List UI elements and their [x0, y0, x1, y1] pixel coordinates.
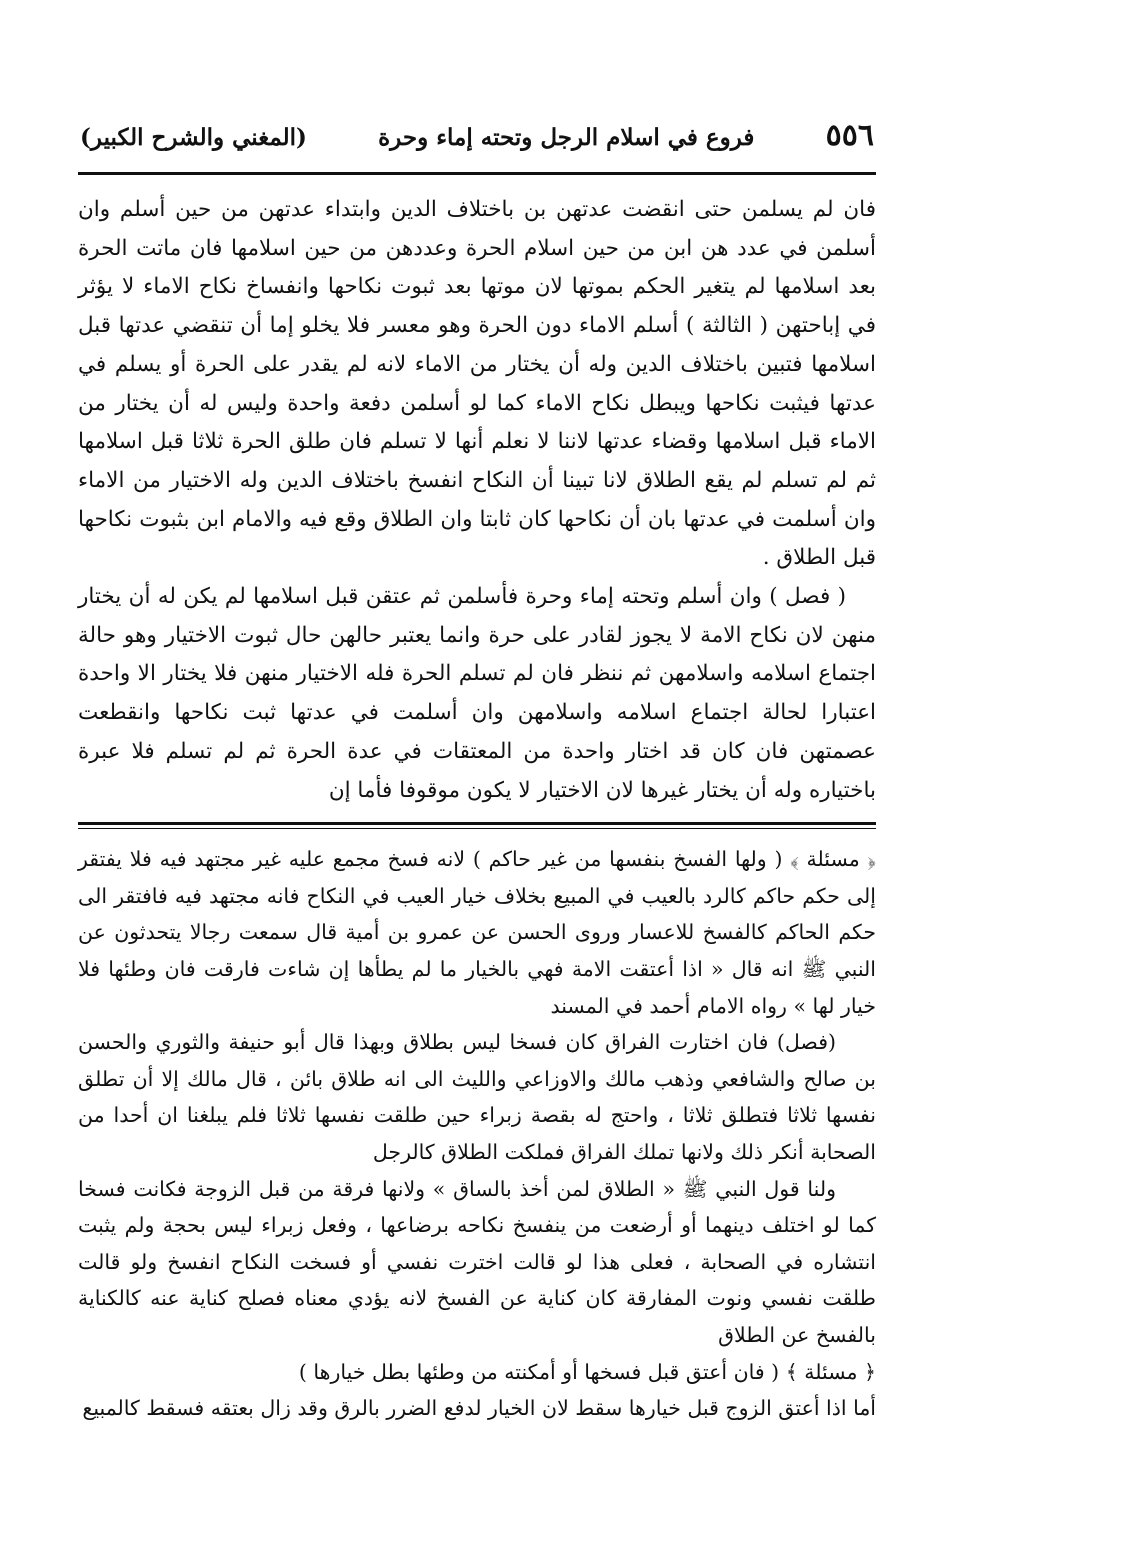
book-page — [78, 118, 876, 1427]
commentary-paragraph: أما اذا أعتق الزوج قبل خيارها سقط لان الخيار لدفع الضرر بالرق وقد زال بعتقه فسقط كالمبيع — [82, 1396, 876, 1421]
commentary-paragraph: ولنا قول النبي ﷺ « الطلاق لمن أخذ بالساق » ولانها فرقة من قبل الزوجة فكانت فسخا كما لو اختلف دينهما أو أرضعت من ينفسخ نكاحه برضاعها ، وفعل زبراء ليس بحجة ولم يثبت انتشاره في الصحابة ، فعلى هذا لو قالت اخترت نفسي أو فسخت النكاح انفسخ ولو قالت طلقت نفسي ونوت المفارقة كان كناية عن الفسخ لانه يؤدي معناه فصلح كناية عنه كالكناية بالفسخ عن الطلاق — [78, 1176, 876, 1347]
main-paragraph: فان لم يسلمن حتى انقضت عدتهن بن باختلاف الدين وابتداء عدتهن من حين أسلم وان أسلمن في عدد هن ابن من حين اسلام الحرة وعددهن من حين اسلامها فان ماتت الحرة بعد اسلامها لم يتغير الحكم بموتها لان موتها بعد ثبوت نكاحها وانفساخ نكاح الاماء لا يؤثر في إباحتهن ( الثالثة ) أسلم الاماء دون الحرة وهو معسر فلا يخلو إما أن تنقضي عدتها قبل اسلامها فتبين باختلاف الدين وله أن يختار من الاماء لانه لم يقدر على الحرة أو يسلم في عدتها فيثبت نكاحها ويبطل نكاح الاماء كما لو أسلمن دفعة واحدة وليس له أن يختار من الاماء قبل اسلامها وقضاء عدتها لاننا لا نعلم أنها لا تسلم فان طلق الحرة ثلاثا قبل اسلامها ثم لم تسلم لم يقع الطلاق لانا تبينا أن النكاح انفسخ باختلاف الدين وله الاختيار من الاماء وان أسلمت في عدتها بان أن نكاحها كان ثابتا وان الطلاق وقع فيه والامام ابن بثبوت نكاحها قبل الطلاق . — [78, 197, 876, 571]
running-title: فروع في اسلام الرجل وتحته إماء وحرة — [378, 124, 755, 151]
main-text — [78, 191, 876, 810]
page-number: ٥٥٦ — [825, 118, 874, 153]
commentary-paragraph: ﴿ مسئلة ﴾ ( ولها الفسخ بنفسها من غير حاكم ) لانه فسخ مجمع عليه غير مجتهد فيه فلا يفتقر إلى حكم حاكم كالرد بالعيب في المبيع بخلاف خيار العيب في النكاح فانه مجتهد فيه فافتقر الى حكم الحاكم كالفسخ للاعسار وروى الحسن عن عمرو بن أمية قال سمعت رجالا يتحدثون عن النبي ﷺ انه قال « اذا أعتقت الامة فهي بالخيار ما لم يطأها إن شاءت فارقت فان وطئها فلا خيار لها » رواه الامام أحمد في المسند — [78, 847, 876, 1018]
book-title: (المغني والشرح الكبير) — [80, 124, 307, 151]
page-header — [78, 118, 876, 175]
commentary-text — [78, 841, 876, 1427]
section-divider — [78, 822, 876, 829]
commentary-paragraph: ﴿ مسئلة ﴾ ( فان أعتق قبل فسخها أو أمكنته من وطئها بطل خيارها ) — [298, 1359, 876, 1384]
commentary-paragraph: (فصل) فان اختارت الفراق كان فسخا ليس بطلاق وبهذا قال أبو حنيفة والثوري والحسن بن صالح والشافعي وذهب مالك والاوزاعي والليث الى انه طلاق بائن ، قال مالك إلا أن تطلق نفسها ثلاثا فتطلق ثلاثا ، واحتج له بقصة زبراء حين طلقت نفسها ثلاثا فلم يبلغنا ان أحدا من الصحابة أنكر ذلك ولانها تملك الفراق فملكت الطلاق كالرجل — [78, 1030, 876, 1164]
main-paragraph: ( فصل ) وان أسلم وتحته إماء وحرة فأسلمن ثم عتقن قبل اسلامها لم يكن له أن يختار منهن لان نكاح الامة لا يجوز لقادر على حرة وانما يعتبر حالهن حال ثبوت الاختيار وهو حالة اجتماع اسلامه واسلامهن ثم ننظر فان لم تسلم الحرة فله الاختيار منهن فلا يختار الا واحدة اعتبارا لحالة اجتماع اسلامه واسلامهن وان أسلمت في عدتها ثبت نكاحها وانقطعت عصمتهن فان كان قد اختار واحدة من المعتقات في عدة الحرة ثم لم تسلم فلا عبرة باختياره وله أن يختار غيرها لان الاختيار لا يكون موقوفا فأما إن — [78, 584, 876, 803]
